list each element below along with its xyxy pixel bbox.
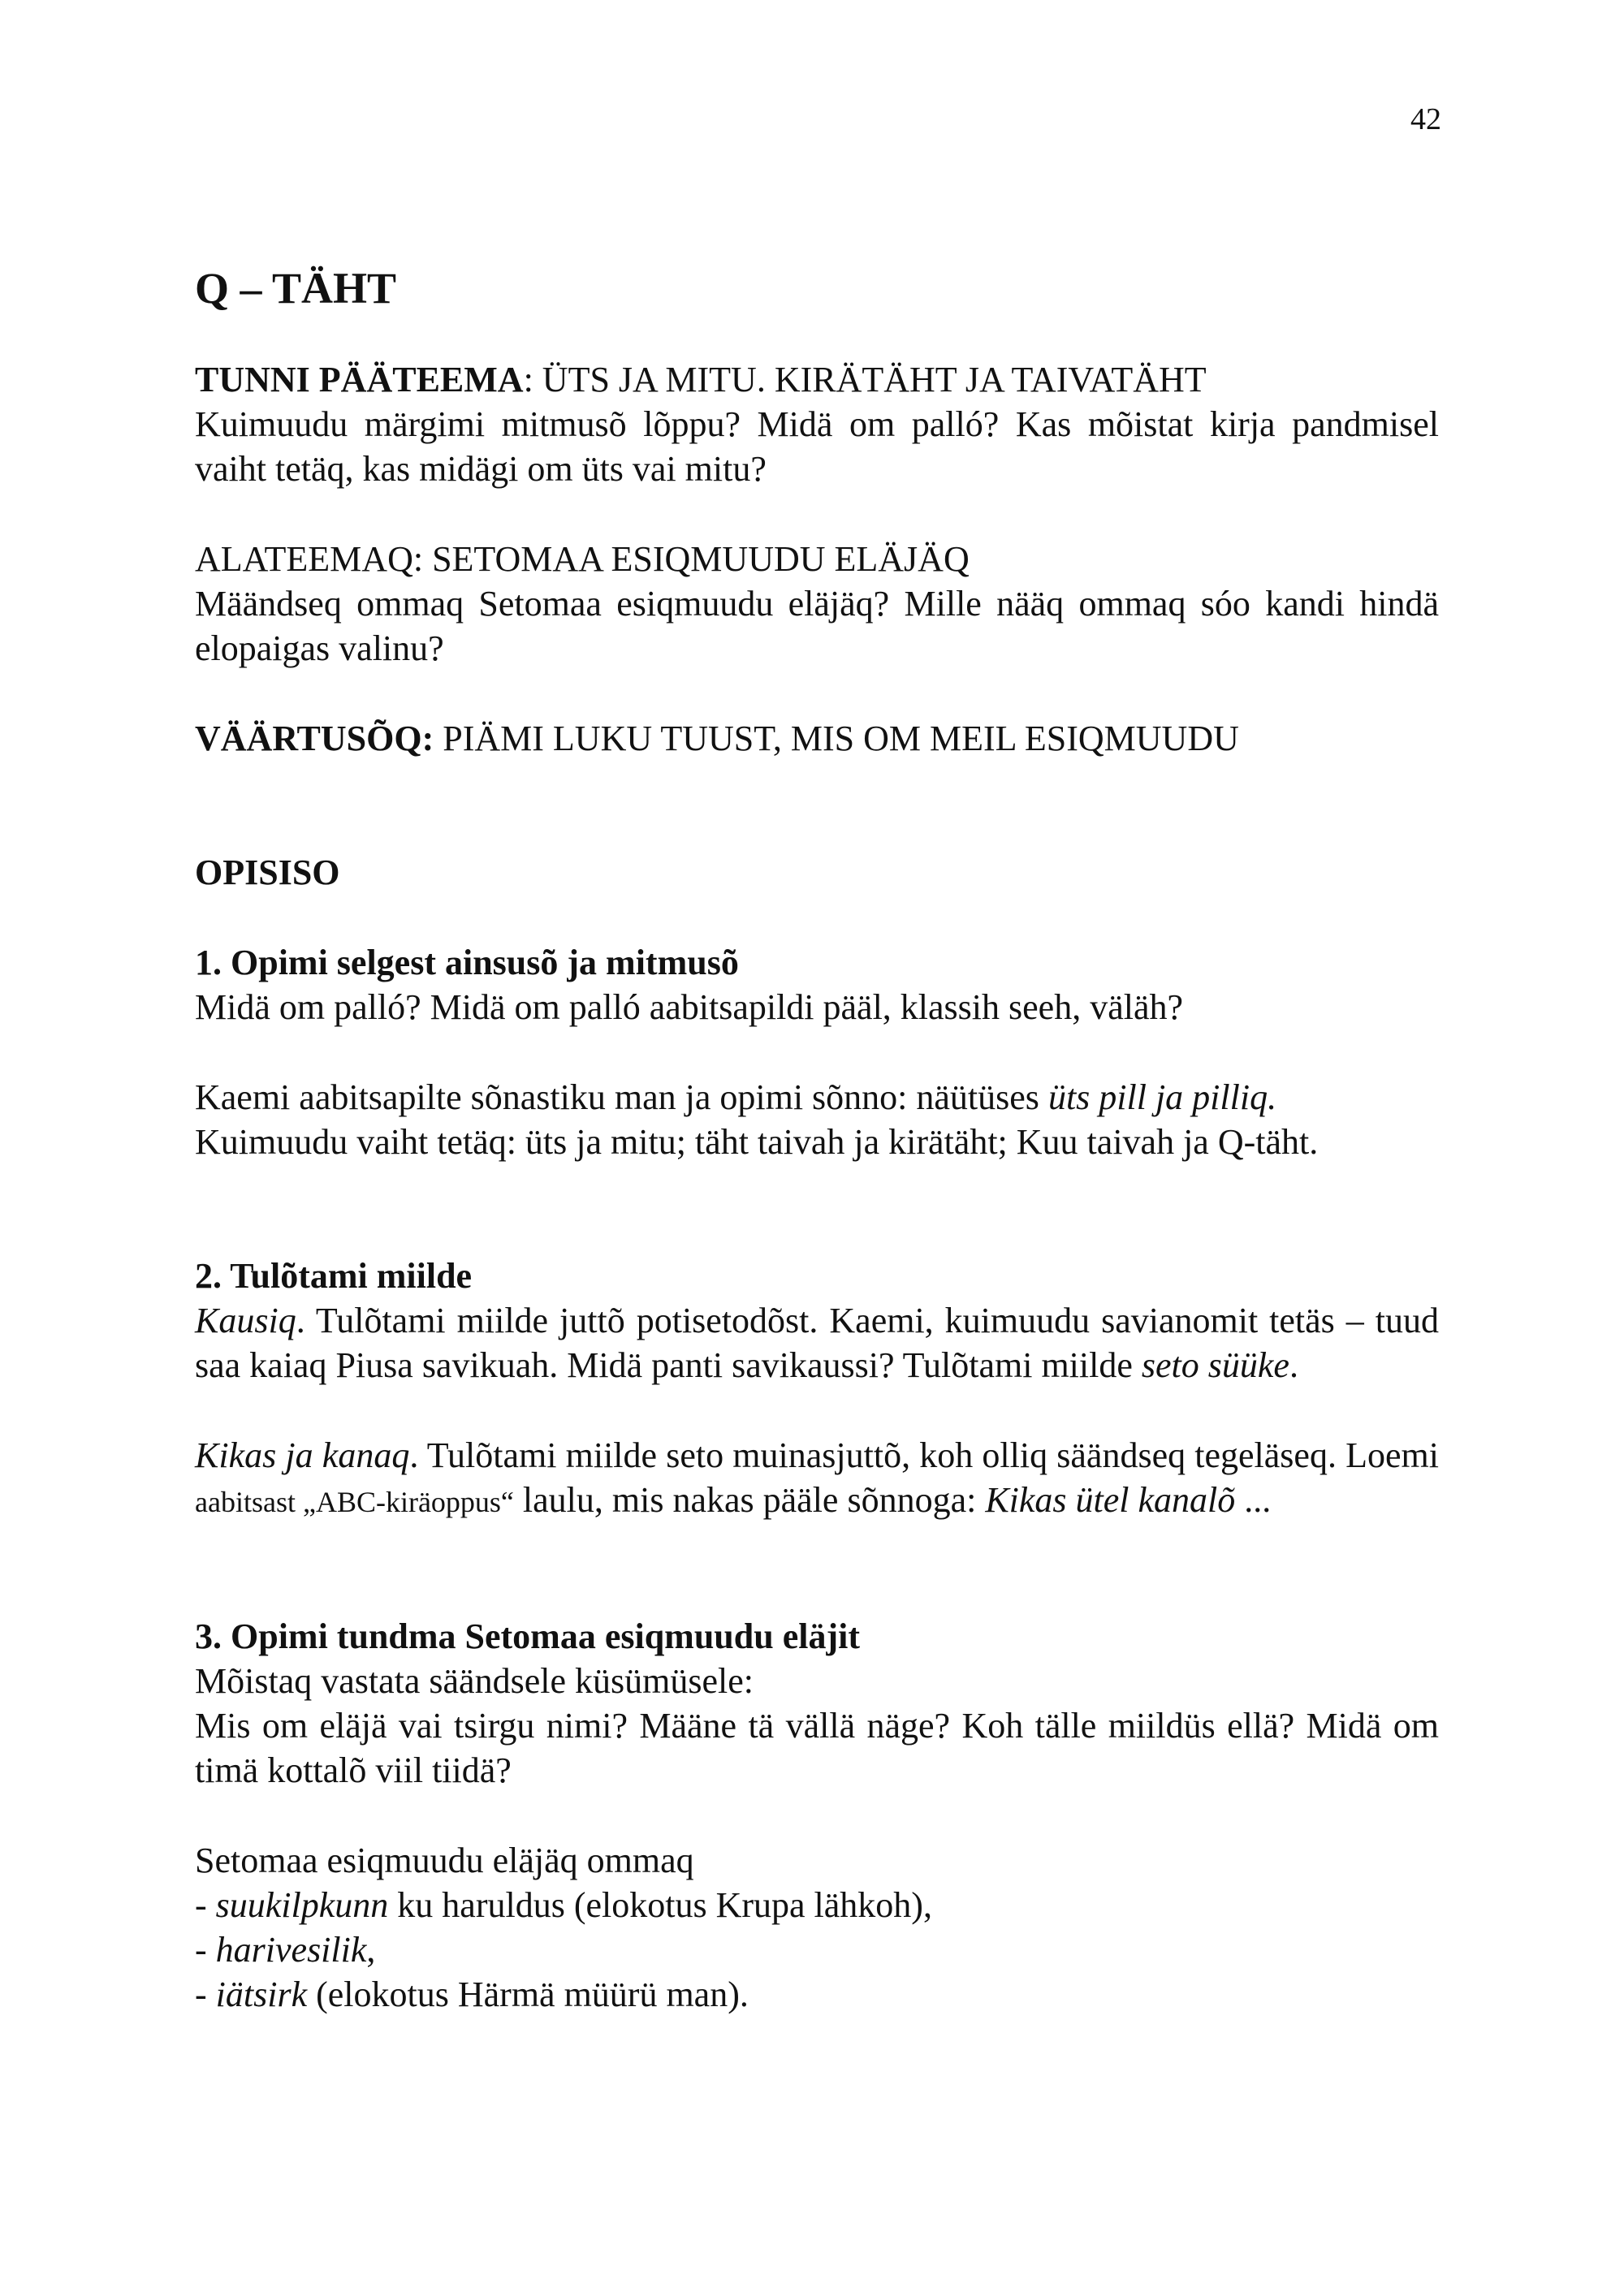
section2-para1 <box>195 1298 1439 1388</box>
section3-heading: 3. Opimi tundma Setomaa esiqmuudu eläjit <box>195 1616 860 1656</box>
list-item <box>195 1883 1439 1927</box>
section3-line2: Mis om eläjä vai tsirgu nimi? Määne tä vällä näge? Koh tälle miildüs ellä? Midä om timä kottalõ viil tiidä? <box>195 1706 1439 1790</box>
main-theme-text: Kuimuudu märgimi mitmusõ lõppu? Midä om palló? Kas mõistat kirja pandmisel vaiht tetäq, kas midägi om üts vai mitu? <box>195 404 1439 489</box>
list-item-rest: , <box>366 1930 376 1970</box>
list-item-name: suukilpkunn <box>215 1885 389 1925</box>
page-number: 42 <box>1410 102 1441 136</box>
main-theme-heading-text: : ÜTS JA MITU. KIRÄTÄHT JA TAIVATÄHT <box>523 360 1207 399</box>
section1-para2-text: Kaemi aabitsapilte sõnastiku man ja opimi sõnno: näütüses <box>195 1077 1048 1117</box>
values-text: PIÄMI LUKU TUUST, MIS OM MEIL ESIQMUUDU <box>434 719 1239 758</box>
values-label: VÄÄRTUSÕQ: <box>195 719 434 758</box>
section2-p2-text2: laulu, mis nakas pääle sõnnoga: <box>513 1480 986 1520</box>
section1-para3: Kuimuudu vaiht tetäq: üts ja mitu; täht taivah ja kirätäht; Kuu taivah ja Q-täht. <box>195 1122 1319 1162</box>
list-dash: - <box>195 1885 216 1925</box>
section1-para2 <box>195 1075 1439 1120</box>
main-theme-heading <box>195 357 1439 402</box>
page-title: Q – TÄHT <box>195 264 397 313</box>
section2-p1-term2: seto süüke <box>1141 1345 1289 1385</box>
list-item <box>195 1972 1439 2017</box>
section3-line1: Mõistaq vastata säändsele küsümüsele: <box>195 1661 754 1701</box>
section2-p2-text: . Tulõtami miilde seto muinasjuttõ, koh olliq säändseq tegeläseq. Loemi <box>409 1435 1439 1475</box>
section1-para2-example: üts pill ja pilliq. <box>1047 1077 1277 1117</box>
section1-heading: 1. Opimi selgest ainsusõ ja mitmusõ <box>195 943 739 982</box>
section2-p2-source: aabitsast „ABC-kiräoppus“ <box>195 1486 514 1518</box>
section2-p2-quote: Kikas ütel kanalõ <box>985 1480 1236 1520</box>
section3-list-intro: Setomaa esiqmuudu eläjäq ommaq <box>195 1841 694 1880</box>
list-dash: - <box>195 1974 216 2014</box>
list-dash: - <box>195 1930 216 1970</box>
values-line <box>195 716 1439 761</box>
sub-theme-text: Määndseq ommaq Setomaa esiqmuudu eläjäq? Mille nääq ommaq sóo kandi hindä elopaigas valinu? <box>195 584 1439 668</box>
list-item-rest: ku haruldus (elokotus Krupa lähkoh), <box>388 1885 932 1925</box>
section2-p1-text: . Tulõtami miilde juttõ potisetodõst. Kaemi, kuimuudu savianomit tetäs – tuud saa kaiaq Piusa savikuah. Midä panti savikaussi? Tulõtami miilde <box>195 1301 1439 1385</box>
section2-p2-ellipsis: ... <box>1235 1480 1272 1520</box>
section2-para2 <box>195 1433 1439 1525</box>
section2-p1-end: . <box>1289 1345 1298 1385</box>
list-item <box>195 1927 1439 1972</box>
list-item-name: harivesilik <box>215 1930 367 1970</box>
process-heading: OPISISO <box>195 852 340 892</box>
document-body <box>195 260 1439 2017</box>
list-item-name: iätsirk <box>215 1974 308 2014</box>
section2-p1-term: Kausiq <box>195 1301 296 1340</box>
main-theme-label: TUNNI PÄÄTEEMA <box>195 360 524 399</box>
section2-heading: 2. Tulõtami miilde <box>195 1256 473 1296</box>
sub-theme-heading: ALATEEMAQ: SETOMAA ESIQMUUDU ELÄJÄQ <box>195 539 970 579</box>
section1-para1: Midä om palló? Midä om palló aabitsapildi pääl, klassih seeh, väläh? <box>195 987 1184 1027</box>
section2-p2-term: Kikas ja kanaq <box>195 1435 410 1475</box>
list-item-rest: (elokotus Härmä müürü man). <box>307 1974 749 2014</box>
